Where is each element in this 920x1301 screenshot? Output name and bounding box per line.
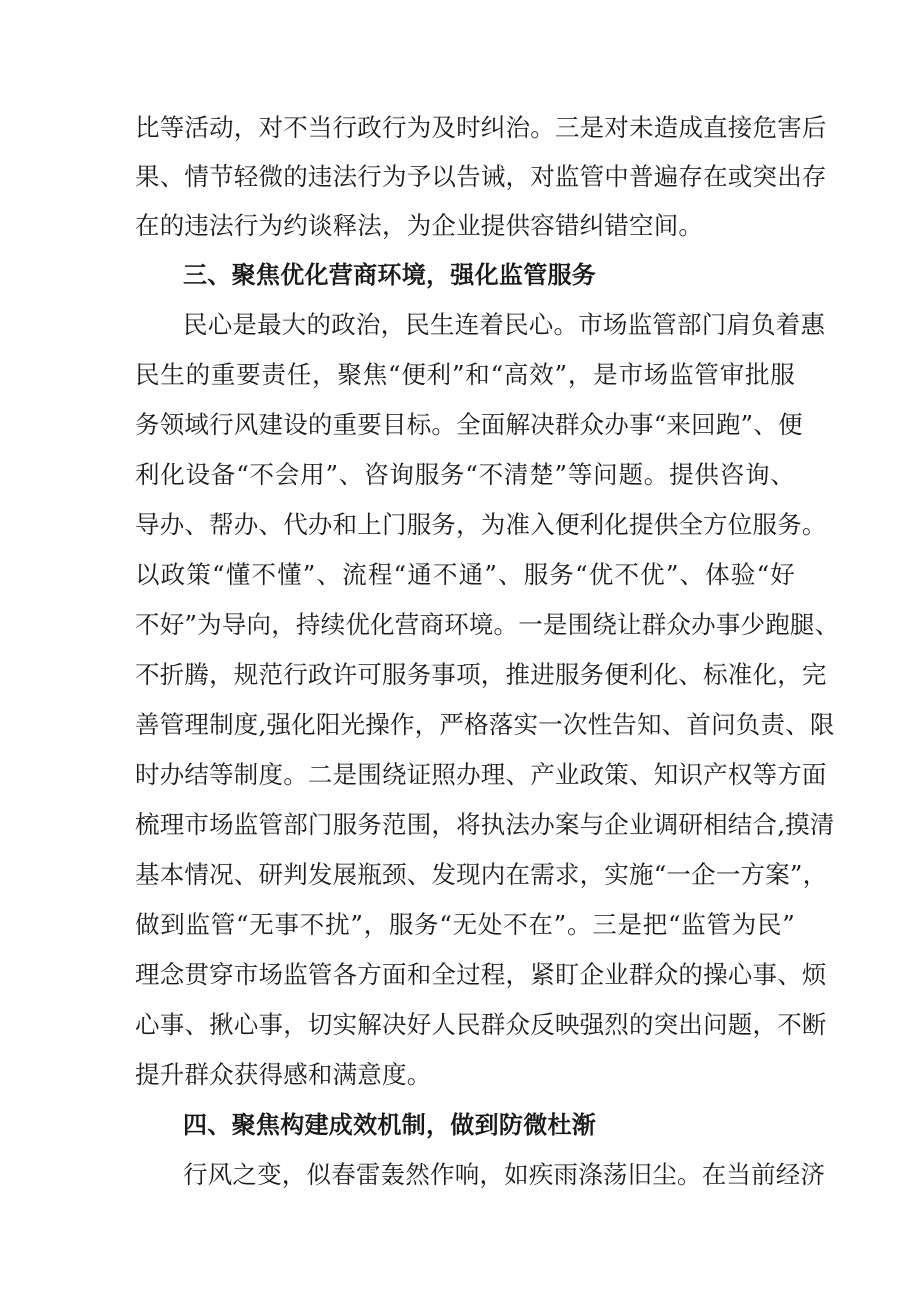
paragraph-line: 心事、揪心事，切实解决好人民群众反映强烈的突出问题，不断 [135, 1010, 827, 1039]
paragraph-line: 提升群众获得感和满意度。 [135, 1060, 432, 1089]
paragraph-line: 基本情况、研判发展瓶颈、发现内在需求，实施“一企一方案”， [135, 860, 828, 889]
paragraph-line: 民心是最大的政治，民生连着民心。市场监管部门肩负着惠 [183, 310, 826, 339]
paragraph-line: 导办、帮办、代办和上门服务，为准入便利化提供全方位服务。 [135, 510, 827, 539]
paragraph-line: 行风之变，似春雷轰然作响，如疾雨涤荡旧尘。在当前经济 [183, 1160, 826, 1189]
paragraph-line: 做到监管“无事不扰”，服务“无处不在”。三是把“监管为民” [135, 910, 795, 939]
paragraph-line: 理念贯穿市场监管各方面和全过程，紧盯企业群众的操心事、烦 [135, 960, 827, 989]
paragraph-line: 善管理制度,强化阳光操作，严格落实一次性告知、首问负责、限 [135, 710, 835, 739]
paragraph-line: 在的违法行为约谈释法，为企业提供容错纠错空间。 [135, 211, 704, 240]
paragraph-line: 不好”为导向，持续优化营商环境。一是围绕让群众办事少跑腿、 [135, 610, 840, 639]
paragraph-line: 梳理市场监管部门服务范围，将执法办案与企业调研相结合,摸清 [135, 810, 835, 839]
paragraph-line: 民生的重要责任，聚焦“便利”和“高效”，是市场监管审批服 [135, 360, 795, 389]
paragraph-line: 时办结等制度。二是围绕证照办理、产业政策、知识产权等方面 [135, 760, 827, 789]
section-heading-3: 三、聚焦优化营商环境，强化监管服务 [183, 261, 597, 289]
section-heading-4: 四、聚焦构建成效机制，做到防微杜渐 [183, 1111, 597, 1139]
paragraph-line: 以政策“懂不懂”、流程“通不通”、服务“优不优”、体验“好 [135, 560, 795, 589]
paragraph-line: 不折腾，规范行政许可服务事项，推进服务便利化、标准化，完 [135, 660, 827, 689]
paragraph-line: 务领域行风建设的重要目标。全面解决群众办事“来回跑”、便 [135, 410, 803, 439]
paragraph-line: 比等活动，对不当行政行为及时纠治。三是对未造成直接危害后 [135, 113, 827, 142]
paragraph-line: 利化设备“不会用”、咨询服务“不清楚”等问题。提供咨询、 [135, 460, 795, 489]
paragraph-line: 果、情节轻微的违法行为予以告诫，对监管中普遍存在或突出存 [135, 162, 827, 191]
